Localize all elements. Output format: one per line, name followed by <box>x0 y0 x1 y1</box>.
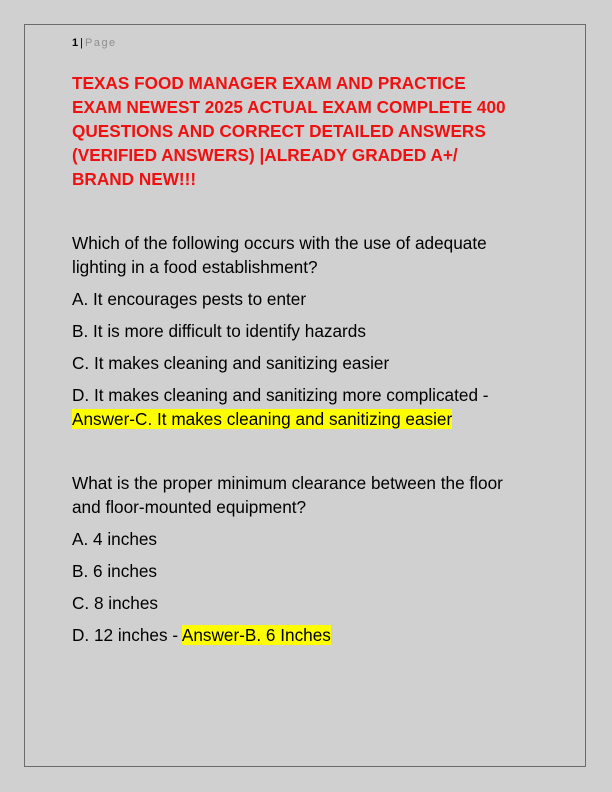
option-c: C. 8 inches <box>72 593 158 613</box>
option-d: D. It makes cleaning and sanitizing more complicated - Answer-C. It makes cleaning and sanitizing easier <box>72 385 489 429</box>
option-b: B. It is more difficult to identify hazards <box>72 321 366 341</box>
page-header <box>72 36 117 50</box>
title-line: BRAND NEW!!! <box>72 169 197 189</box>
option-d: D. 12 inches - Answer-B. 6 Inches <box>72 625 331 645</box>
option-a: A. 4 inches <box>72 529 158 549</box>
option-a: A. It encourages pests to enter <box>72 289 307 309</box>
option-b: B. 6 inches <box>72 561 158 581</box>
question-text: What is the proper minimum clearance between the floor and floor-mounted equipment? <box>72 473 503 517</box>
option-c: C. It makes cleaning and sanitizing easier <box>72 353 390 373</box>
document-title <box>72 71 542 191</box>
page-separator: | <box>80 37 83 49</box>
page-label: Page <box>84 37 117 49</box>
title-line: EXAM NEWEST 2025 ACTUAL EXAM COMPLETE 400 <box>72 97 506 117</box>
title-line: QUESTIONS AND CORRECT DETAILED ANSWERS <box>72 121 486 141</box>
answer-highlight: Answer-B. 6 Inches <box>181 625 331 645</box>
page-number: 1 <box>72 37 79 49</box>
question-text: Which of the following occurs with the use of adequate lighting in a food establishment? <box>72 233 487 277</box>
answer-highlight: Answer-C. It makes cleaning and sanitizing easier <box>72 409 453 429</box>
title-line: TEXAS FOOD MANAGER EXAM AND PRACTICE <box>72 73 466 93</box>
title-line: (VERIFIED ANSWERS) |ALREADY GRADED A+/ <box>72 145 458 165</box>
